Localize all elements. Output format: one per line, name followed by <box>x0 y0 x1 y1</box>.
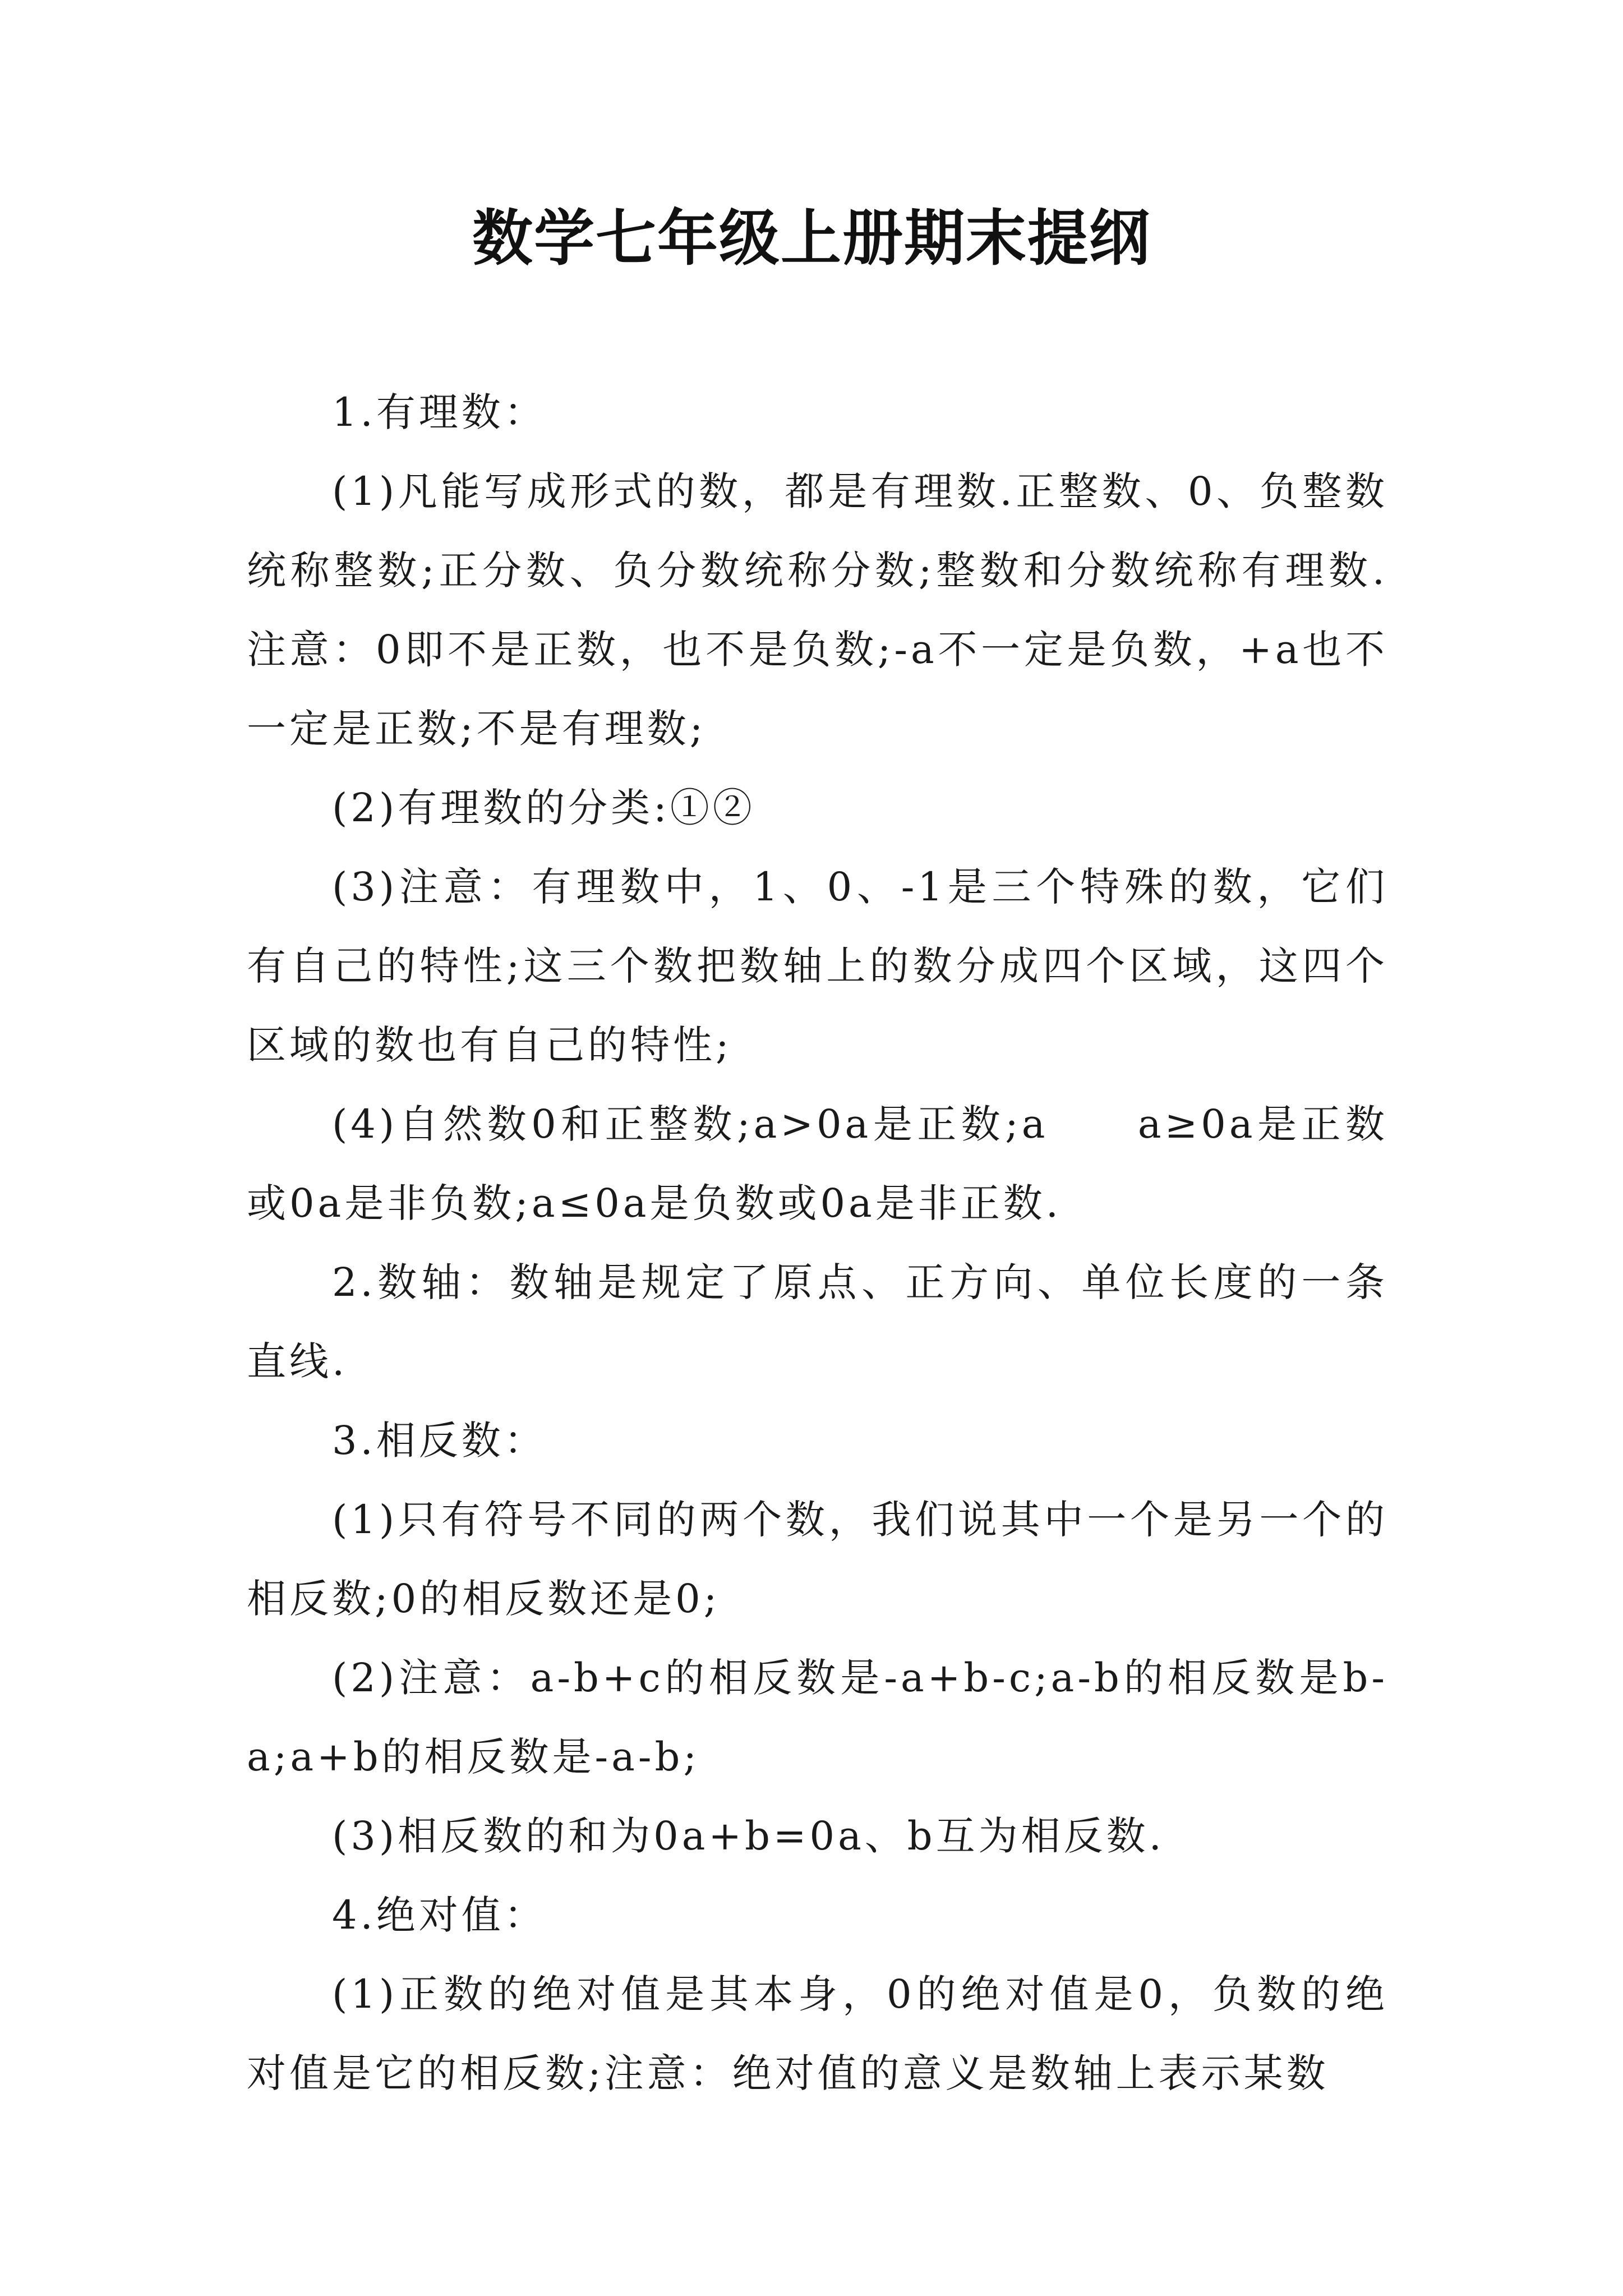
paragraph-2: (1)凡能写成形式的数，都是有理数.正整数、0、负整数统称整数;正分数、负分数统称分数;整数和分数统称有理数.注意：0即不是正数，也不是负数;-a不一定是负数，+a也不一定是正数;不是有理数; <box>247 468 1388 752</box>
document-title: 数学七年级上册期末提纲 <box>472 203 1151 274</box>
document-body <box>247 373 1388 2113</box>
paragraph-1: 1.有理数： <box>332 389 547 435</box>
paragraph-4: (3)注意：有理数中，1、0、-1是三个特殊的数，它们有自己的特性;这三个数把数轴上的数分成四个区域，这四个区域的数也有自己的特性; <box>247 864 1388 1068</box>
paragraph-12: (1)正数的绝对值是其本身，0的绝对值是0，负数的绝对值是它的相反数;注意：绝对值的意义是数轴上表示某数 <box>247 1971 1388 2096</box>
paragraph-5: (4)自然数0和正整数;a>0a是正数;a a≥0a是正数或0a是非负数;a≤0a是负数或0a是非正数. <box>247 1101 1388 1226</box>
paragraph-6: 2.数轴：数轴是规定了原点、正方向、单位长度的一条直线. <box>247 1259 1388 1384</box>
paragraph-9: (2)注意：a-b+c的相反数是-a+b-c;a-b的相反数是b-a;a+b的相反数是-a-b; <box>247 1655 1388 1780</box>
paragraph-11: 4.绝对值： <box>332 1892 547 1938</box>
paragraph-10: (3)相反数的和为0a+b=0a、b互为相反数. <box>332 1813 1165 1859</box>
paragraph-3: (2)有理数的分类:①② <box>332 785 755 831</box>
paragraph-7: 3.相反数： <box>332 1418 547 1464</box>
paragraph-8: (1)只有符号不同的两个数，我们说其中一个是另一个的相反数;0的相反数还是0; <box>247 1497 1388 1622</box>
